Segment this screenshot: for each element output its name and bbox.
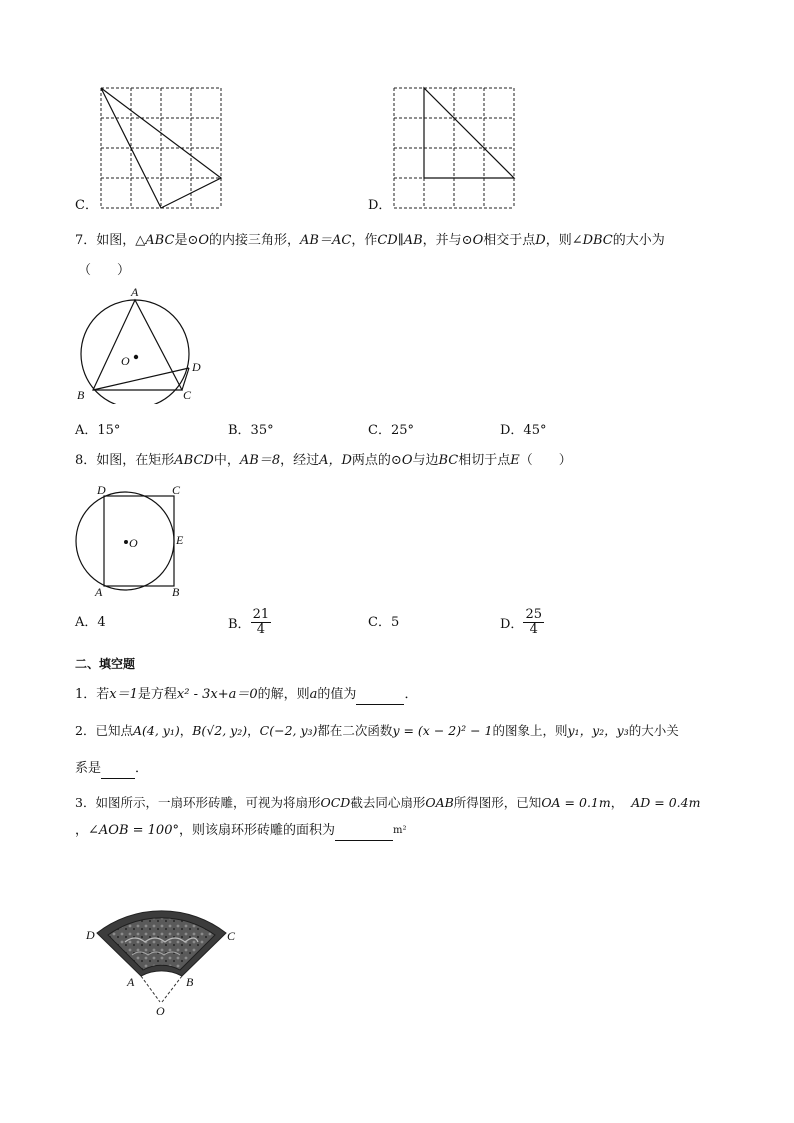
fill2-line2: 系是 ． — [75, 760, 148, 779]
q6-option-d-label: D． — [368, 198, 392, 213]
label-d: D — [97, 483, 106, 497]
fill3-stem: 3．如图所示，一扇环形砖雕，可视为将扇形OCD截去同心扇形OAB所得图形，已知OA = 0.1m， AD = 0.4m — [75, 795, 701, 810]
q7-answer-paren: （ ） — [78, 263, 131, 278]
answer-blank — [101, 760, 135, 779]
answer-blank — [335, 822, 393, 841]
label-a: A — [127, 975, 135, 989]
fraction-21-4: $\frac{21}{4}$ — [252, 607, 270, 637]
label-b: B — [186, 975, 194, 989]
carving-inner-panel — [108, 918, 215, 970]
fill1-stem: 1．若x＝1是方程x² - 3x+a＝0的解，则a的值为 ． — [75, 686, 417, 705]
section-heading-fill-in: 二、填空题 — [75, 657, 136, 671]
fill2-stem: 2．已知点A(4, y₁)，B(√2, y₂)，C(−2, y₃)都在二次函数y = (x − 2)² − 1的图象上，则y₁，y₂，y₃的大小关 — [75, 723, 679, 738]
center-point-o — [124, 540, 128, 544]
circle-o — [81, 300, 189, 404]
q7-option-a: A．15° — [75, 423, 121, 438]
q8-stem: 8．如图，在矩形ABCD中，AB＝8，经过A，D两点的⊙O与边BC相切于点E（ ） — [75, 453, 572, 468]
q8-option-a: A．4 — [75, 615, 106, 630]
q6-figure-d — [389, 84, 521, 212]
dashed-radius-ob — [162, 976, 182, 1002]
q6-option-c-label: C． — [75, 198, 98, 213]
q8-option-b: B． $\frac{21}{4}$ — [228, 607, 270, 637]
rectangle-abcd — [104, 496, 174, 586]
label-a: A — [131, 285, 139, 299]
label-a: A — [95, 585, 103, 599]
triangle-abc — [93, 300, 182, 390]
label-d: D — [86, 928, 95, 942]
label-e: E — [176, 533, 184, 547]
triangle-d — [424, 88, 514, 178]
answer-blank — [356, 686, 404, 705]
label-b: B — [77, 388, 85, 402]
center-point-o — [134, 355, 138, 359]
label-c: C — [183, 388, 192, 402]
q7-option-d: D．45° — [500, 423, 547, 438]
fill3-line2: ，∠AOB = 100°，则该扇环形砖雕的面积为 $^{m^2}$ — [75, 822, 407, 841]
q8-figure — [70, 480, 195, 602]
q8-option-d: D． $\frac{25}{4}$ — [500, 607, 542, 637]
segment-bd — [93, 368, 189, 390]
fill3-figure-sector-ring — [80, 900, 245, 1022]
q7-option-b: B．35° — [228, 423, 274, 438]
label-o: O — [156, 1004, 165, 1018]
q7-stem: 7．如图，△ABC是⊙O的内接三角形，AB＝AC，作CD∥AB，并与⊙O相交于点D，则∠DBC的大小为 — [75, 233, 665, 248]
label-o: O — [129, 536, 138, 550]
label-c: C — [172, 483, 181, 497]
q6-figure-c — [96, 84, 228, 212]
dashed-radius-oa — [141, 976, 160, 1002]
q7-figure — [70, 282, 210, 404]
label-d: D — [192, 360, 201, 374]
label-o: O — [121, 354, 130, 368]
label-b: B — [172, 585, 180, 599]
label-c: C — [227, 929, 236, 943]
q7-option-c: C．25° — [368, 423, 414, 438]
fraction-25-4: $\frac{25}{4}$ — [525, 607, 542, 637]
q8-option-c: C．5 — [368, 615, 400, 630]
